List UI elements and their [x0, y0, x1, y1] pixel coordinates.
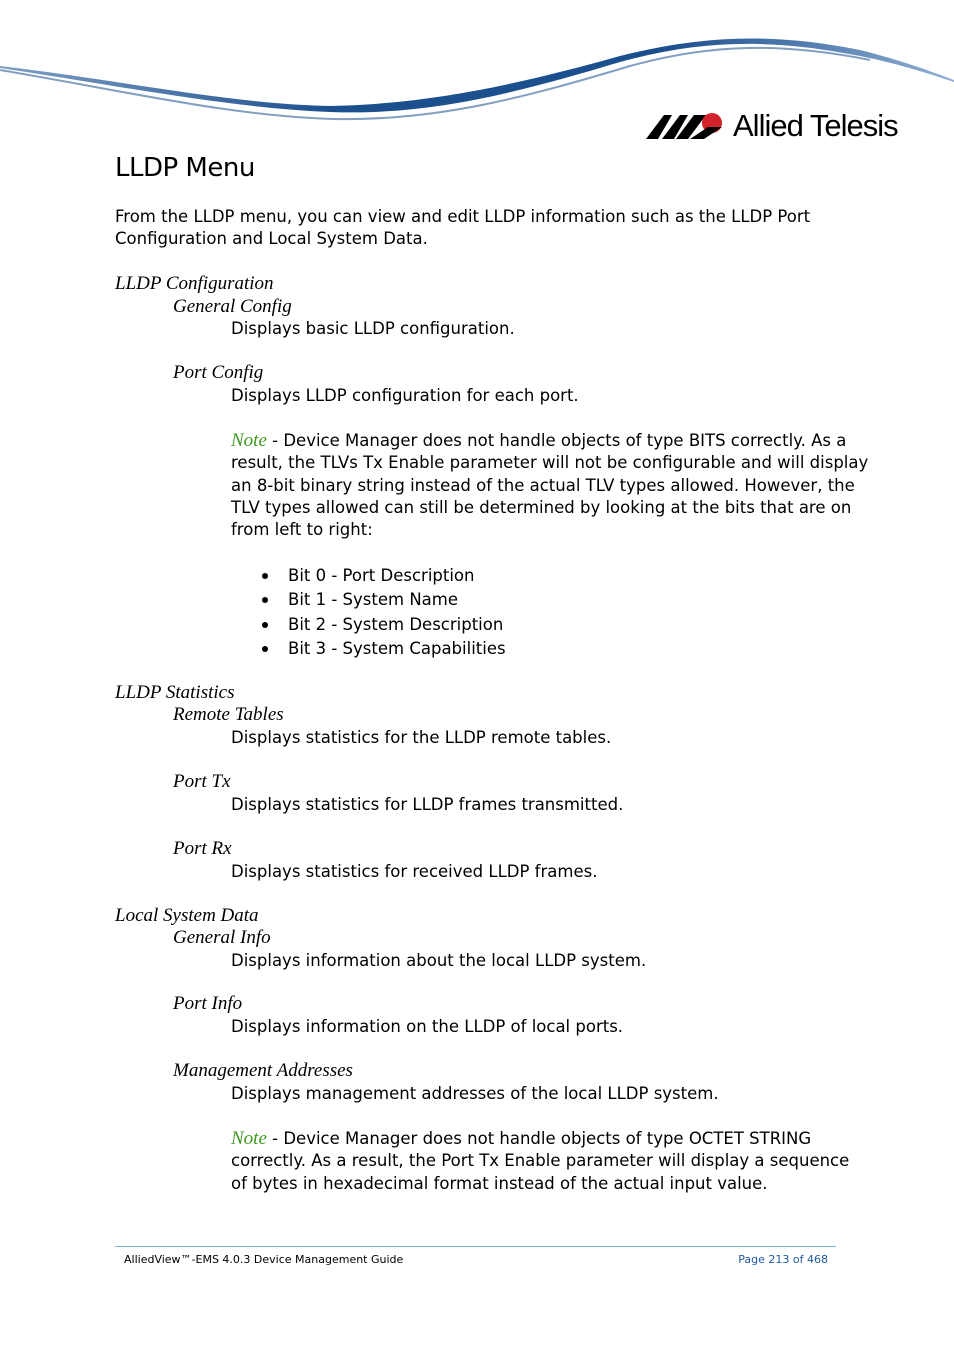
item-label-management-addresses: Management Addresses	[173, 1060, 353, 1081]
item-desc-management-addresses: Displays management addresses of the local LLDP system.	[231, 1084, 719, 1103]
list-item: Bit 3 - System Capabilities	[259, 637, 506, 661]
note-label: Note	[231, 1128, 267, 1149]
item-label-port-rx: Port Rx	[173, 838, 232, 859]
note-1-line-5: from left to right:	[231, 520, 373, 539]
item-desc-remote-tables: Displays statistics for the LLDP remote tables.	[231, 728, 612, 747]
list-item: Bit 2 - System Description	[259, 613, 506, 637]
note-1-line-1: - Device Manager does not handle objects of type BITS correctly. As a	[266, 431, 847, 450]
item-desc-general-config: Displays basic LLDP configuration.	[231, 319, 515, 338]
section-heading-lldp-configuration: LLDP Configuration	[115, 273, 274, 294]
intro-line-2: Configuration and Local System Data.	[115, 229, 428, 248]
note-1-line-4: TLV types allowed can still be determined by looking at the bits that are on	[231, 498, 852, 517]
item-desc-general-info: Displays information about the local LLDP system.	[231, 951, 647, 970]
item-desc-port-info: Displays information on the LLDP of local ports.	[231, 1017, 624, 1036]
list-item: Bit 1 - System Name	[259, 588, 506, 612]
item-label-remote-tables: Remote Tables	[173, 704, 284, 725]
item-desc-port-tx: Displays statistics for LLDP frames transmitted.	[231, 795, 624, 814]
note-1	[231, 430, 846, 453]
item-label-general-info: General Info	[173, 927, 271, 948]
company-logo	[646, 108, 898, 144]
item-label-port-config: Port Config	[173, 362, 264, 383]
logo-text: Allied Telesis	[733, 108, 898, 143]
section-heading-local-system-data: Local System Data	[115, 905, 259, 926]
item-label-general-config: General Config	[173, 296, 292, 317]
section-heading-lldp-statistics: LLDP Statistics	[115, 682, 235, 703]
note-2-line-1: - Device Manager does not handle objects of type OCTET STRING	[266, 1129, 812, 1148]
note-2-line-2: correctly. As a result, the Port Tx Enable parameter will display a sequence	[231, 1151, 850, 1170]
footer-document-title: AlliedView™-EMS 4.0.3 Device Management Guide	[124, 1253, 404, 1266]
note-label: Note	[231, 430, 267, 451]
item-label-port-info: Port Info	[173, 993, 243, 1014]
bit-list	[259, 564, 506, 661]
allied-telesis-logo-icon	[646, 109, 724, 143]
page-title: LLDP Menu	[115, 153, 255, 183]
note-2-line-3: of bytes in hexadecimal format instead of the actual input value.	[231, 1174, 768, 1193]
item-label-port-tx: Port Tx	[173, 771, 231, 792]
note-2	[231, 1128, 811, 1151]
note-1-line-2: result, the TLVs Tx Enable parameter will not be configurable and will display	[231, 453, 869, 472]
intro-line-1: From the LLDP menu, you can view and edit LLDP information such as the LLDP Port	[115, 207, 811, 226]
item-desc-port-config: Displays LLDP configuration for each port.	[231, 386, 579, 405]
footer-page-number: Page 213 of 468	[738, 1253, 828, 1266]
item-desc-port-rx: Displays statistics for received LLDP frames.	[231, 862, 598, 881]
footer-divider	[115, 1246, 836, 1247]
list-item: Bit 0 - Port Description	[259, 564, 506, 588]
note-1-line-3: an 8-bit binary string instead of the actual TLV types allowed. However, the	[231, 476, 855, 495]
